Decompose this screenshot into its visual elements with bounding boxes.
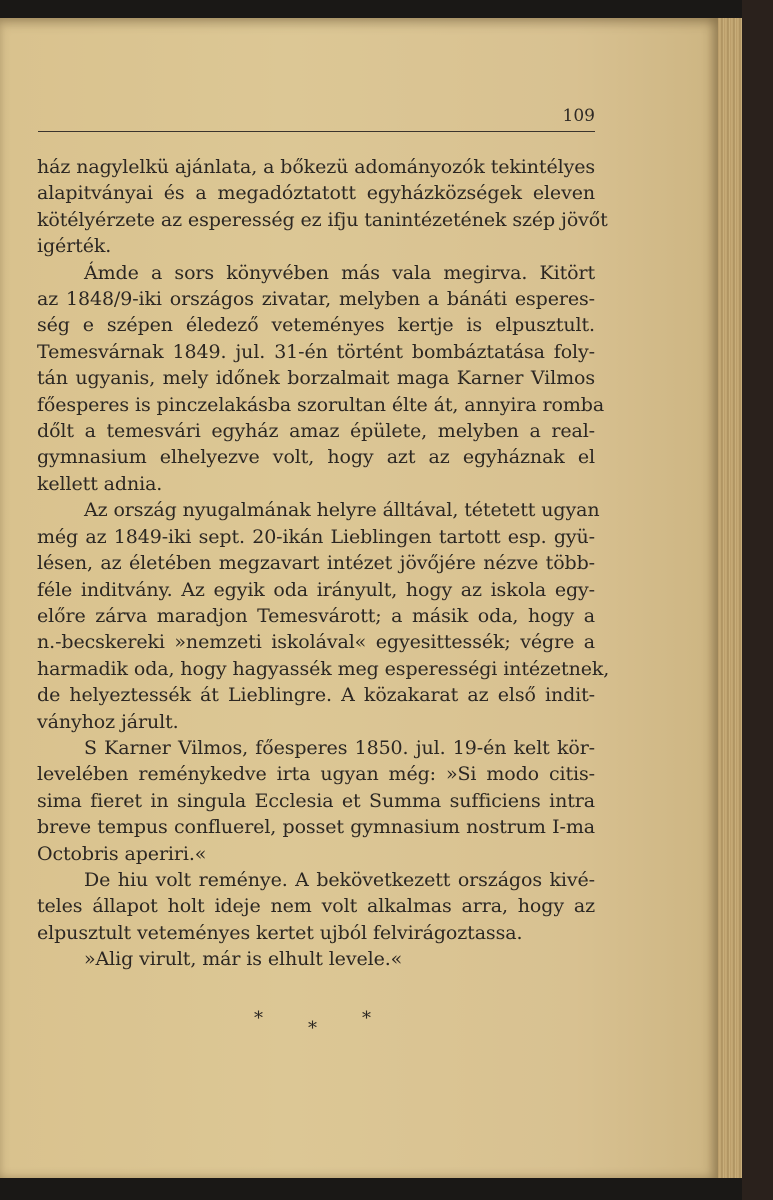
text-line: kötélyérzete az esperesség ez ifju tanintézetének szép jövőt bbox=[37, 208, 608, 231]
asterisk: * bbox=[254, 1008, 263, 1029]
text-line: tán ugyanis, mely időnek borzalmait maga Karner Vilmos bbox=[37, 367, 595, 390]
text-line: még az 1849-iki sept. 20-ikán Lieblingen tartott esp. gyü- bbox=[37, 525, 595, 548]
header-rule bbox=[38, 131, 595, 132]
text-line: dőlt a temesvári egyház amaz épülete, melyben a real- bbox=[37, 420, 595, 443]
text-line: elpusztult veteményes kertet ujból felvirágoztassa. bbox=[37, 921, 523, 944]
text-line: S Karner Vilmos, főesperes 1850. jul. 19-én kelt kör- bbox=[84, 736, 595, 759]
text-line: harmadik oda, hogy hagyassék meg esperességi intézetnek, bbox=[37, 657, 610, 680]
body-text bbox=[37, 154, 610, 973]
text-line: az 1848/9-iki országos zivatar, melyben a bánáti esperes- bbox=[37, 288, 595, 311]
text-line: breve tempus confluerel, posset gymnasium nostrum I-ma bbox=[37, 816, 595, 839]
text-line: levelében reménykedve irta ugyan még: »Si modo citis- bbox=[37, 763, 595, 786]
paragraph bbox=[37, 735, 595, 867]
text-line: lésen, az életében megzavart intézet jövőjére nézve több- bbox=[37, 552, 595, 575]
text-line: teles állapot holt ideje nem volt alkalmas arra, hogy az bbox=[37, 895, 595, 918]
text-line: kellett adnia. bbox=[37, 472, 163, 495]
text-line: Octobris aperiri.« bbox=[37, 842, 207, 865]
paragraph bbox=[37, 946, 595, 972]
text-line: gymnasium elhelyezve volt, hogy azt az egyháznak el bbox=[37, 446, 595, 469]
text-line: sima fieret in singula Ecclesia et Summa sufficiens intra bbox=[37, 789, 595, 812]
paragraph bbox=[37, 260, 605, 498]
paragraph bbox=[37, 154, 608, 260]
asterisk: * bbox=[362, 1008, 371, 1029]
text-line: Ámde a sors könyvében más vala megirva. Kitört bbox=[84, 261, 595, 284]
text-line: alapitványai és a megadóztatott egyházközségek eleven bbox=[37, 182, 595, 205]
page-number: 109 bbox=[562, 106, 595, 126]
book-cover-edge bbox=[742, 0, 773, 1200]
text-line: ség e szépen éledező veteményes kertje is elpusztult. bbox=[37, 314, 595, 337]
text-line: De hiu volt reménye. A bekövetkezett országos kivé- bbox=[84, 868, 595, 891]
text-line: igérték. bbox=[37, 235, 112, 258]
text-line: ványhoz járult. bbox=[37, 710, 179, 733]
text-line: de helyeztessék át Lieblingre. A közakarat az első indit- bbox=[37, 684, 595, 707]
text-line: Az ország nyugalmának helyre álltával, tétetett ugyan bbox=[84, 499, 600, 522]
text-line: n.-becskereki »nemzeti iskolával« egyesittessék; végre a bbox=[37, 631, 595, 654]
paragraph bbox=[37, 497, 610, 735]
page-edges bbox=[718, 18, 742, 1178]
text-line: előre zárva maradjon Temesvárott; a másik oda, hogy a bbox=[37, 604, 595, 627]
text-line: Temesvárnak 1849. jul. 31-én történt bombáztatása foly- bbox=[37, 340, 595, 363]
section-break bbox=[240, 1008, 390, 1048]
text-line: féle inditvány. Az egyik oda irányult, hogy az iskola egy- bbox=[37, 578, 595, 601]
asterisk: * bbox=[308, 1018, 317, 1039]
text-line: »Alig virult, már is elhult levele.« bbox=[84, 948, 403, 971]
paragraph bbox=[37, 867, 595, 946]
text-line: főesperes is pinczelakásba szorultan élte át, annyira romba bbox=[37, 393, 605, 416]
text-line: ház nagylelkü ajánlata, a bőkezü adományozók tekintélyes bbox=[37, 156, 595, 178]
